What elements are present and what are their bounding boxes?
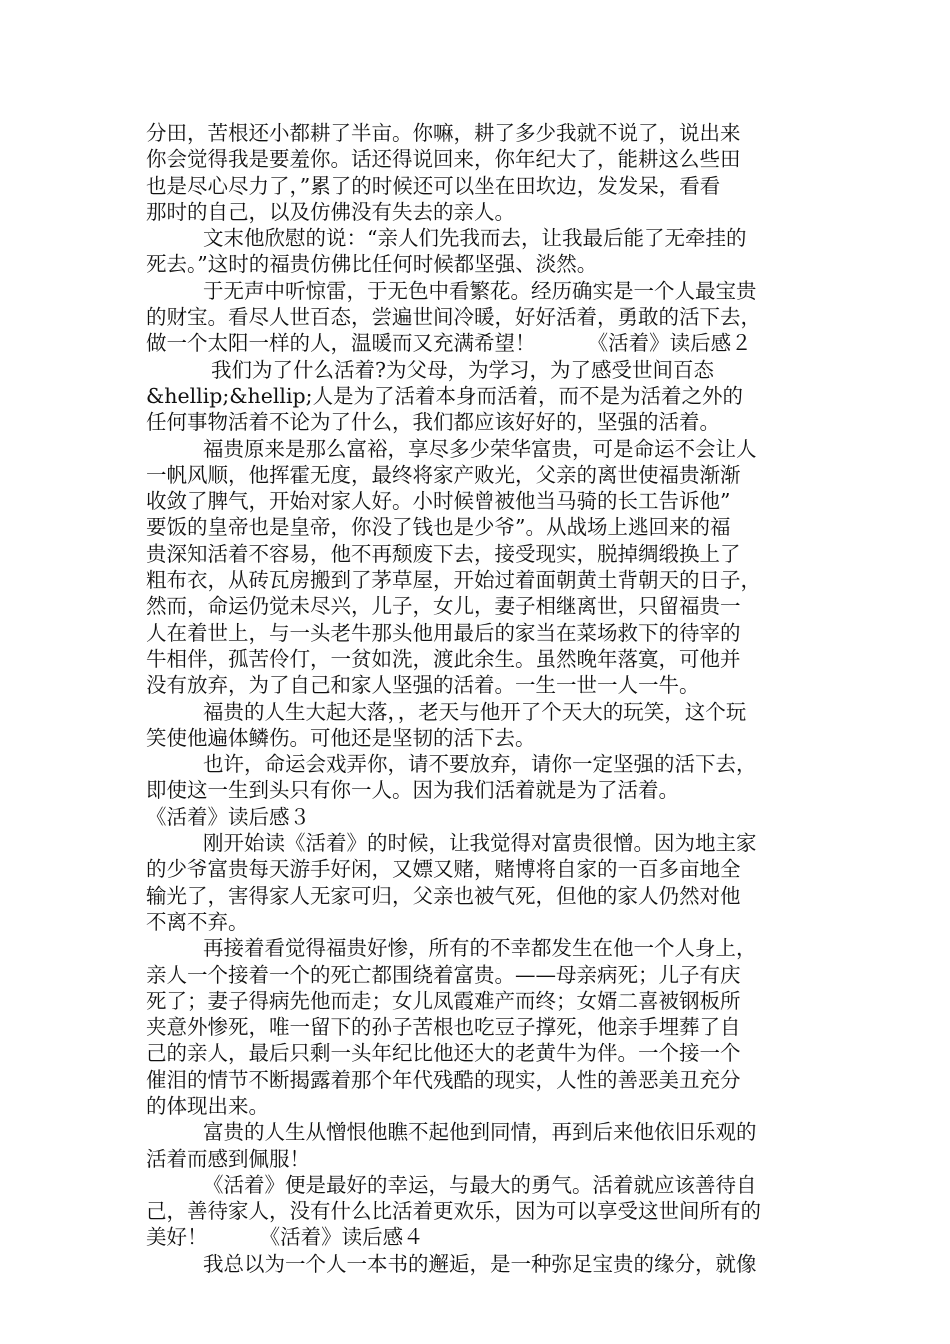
text-line: 笑使他遍体鳞伤。可他还是坚韧的活下去。 (146, 725, 536, 750)
text-line: 活着而感到佩服！ (146, 1146, 310, 1171)
text-line: 没有放弃，为了自己和家人坚强的活着。一生一世一人一牛。 (146, 673, 700, 698)
text-line: 催泪的情节不断揭露着那个年代残酷的现实，人性的善恶美丑充分 (146, 1067, 741, 1092)
text-line: 亲人一个接着一个的死亡都围绕着富贵。——母亲病死；儿子有庆 (146, 962, 741, 987)
text-line: 的财宝。看尽人世百态，尝遍世间冷暖，好好活着，勇敢的活下去， (146, 305, 761, 330)
text-line: 己，善待家人，没有什么比活着更欢乐，因为可以享受这世间所有的 (146, 1199, 761, 1224)
text-line: 不离不弃。 (146, 909, 249, 934)
text-line: 做一个太阳一样的人，温暖而又充满希望！ 《活着》读后感２ (146, 331, 752, 356)
text-line: &hellip;&hellip;人是为了活着本身而活着，而不是为活着之外的 (146, 383, 744, 408)
text-line: 贵深知活着不容易，他不再颓废下去，接受现实，脱掉绸缎换上了 (146, 541, 741, 566)
text-line: 也许，命运会戏弄你，请不要放弃，请你一定坚强的活下去， (203, 752, 757, 777)
text-line: 即使这一生到头只有你一人。因为我们活着就是为了活着。 (146, 778, 679, 803)
text-line: 我总以为一个人一本书的邂逅，是一种弥足宝贵的缘分，就像 (203, 1251, 757, 1276)
text-line: 收敛了脾气，开始对家人好。小时候曾被他当马骑的长工告诉他” (146, 489, 731, 514)
text-line: 死了；妻子得病先他而走；女儿凤霞难产而终；女婿二喜被钢板所 (146, 988, 741, 1013)
text-line: 一帆风顺，他挥霍无度，最终将家产败光，父亲的离世使福贵渐渐 (146, 462, 741, 487)
text-line: 的少爷富贵每天游手好闲，又嫖又赌，赌博将自家的一百多亩地全 (146, 857, 741, 882)
text-line: 的体现出来。 (146, 1093, 269, 1118)
text-line: 人在着世上，与一头老牛那头他用最后的家当在菜场救下的待宰的 (146, 620, 741, 645)
text-line: 分田，苦根还小都耕了半亩。你嘛，耕了多少我就不说了，说出来 (146, 121, 741, 145)
document-body (146, 120, 806, 1277)
text-line: 再接着看觉得福贵好惨，所有的不幸都发生在他一个人身上， (203, 936, 757, 961)
text-line: 福贵原来是那么富裕，享尽多少荣华富贵，可是命运不会让人 (203, 436, 757, 461)
text-line: 夹意外惨死，唯一留下的孙子苦根也吃豆子撑死，他亲手埋葬了自 (146, 1015, 741, 1040)
text-line: 己的亲人，最后只剩一头年纪比他还大的老黄牛为伴。一个接一个 (146, 1041, 741, 1066)
text-line: 刚开始读《活着》的时候，让我觉得对富贵很憎。因为地主家 (203, 831, 757, 856)
text-line: 然而，命运仍觉未尽兴，儿子，女儿，妻子相继离世，只留福贵一 (146, 594, 741, 619)
text-line: 文末他欣慰的说：“亲人们先我而去，让我最后能了无牵挂的 (203, 226, 747, 251)
text-line: 你会觉得我是要羞你。话还得说回来，你年纪大了，能耕这么些田 (146, 147, 741, 172)
text-line: 那时的自己，以及仿佛没有失去的亲人。 (146, 199, 515, 224)
text-line: 于无声中听惊雷，于无色中看繁花。经历确实是一个人最宝贵 (203, 278, 757, 303)
text-line: 富贵的人生从憎恨他瞧不起他到同情，再到后来他依旧乐观的 (203, 1120, 757, 1145)
text-line: 任何事物活着不论为了什么，我们都应该好好的，坚强的活着。 (146, 410, 720, 435)
text-line: 福贵的人生大起大落，，老天与他开了个天大的玩笑，这个玩 (203, 699, 747, 724)
text-line: 死去。”这时的福贵仿佛比任何时候都坚强、淡然。 (146, 252, 598, 277)
text-line: 输光了，害得家人无家可归，父亲也被气死，但他的家人仍然对他 (146, 883, 741, 908)
text-line: 粗布衣，从砖瓦房搬到了茅草屋，开始过着面朝黄土背朝天的日子， (146, 568, 761, 593)
section-heading: 《活着》读后感３ (146, 804, 310, 829)
text-line: 也是尽心尽力了，”累了的时候还可以坐在田坎边，发发呆，看看 (146, 173, 721, 198)
text-line: 我们为了什么活着?为父母，为学习，为了感受世间百态 (211, 357, 714, 382)
text-line: 牛相伴，孤苦伶仃，一贫如洗，渡此余生。虽然晚年落寞，可他并 (146, 646, 741, 671)
text-line: 《活着》便是最好的幸运，与最大的勇气。活着就应该善待自 (203, 1172, 757, 1197)
text-line: 要饭的皇帝也是皇帝，你没了钱也是少爷”。从战场上逃回来的福 (146, 515, 731, 540)
text-line: 美好！ 《活着》读后感４ (146, 1225, 424, 1250)
